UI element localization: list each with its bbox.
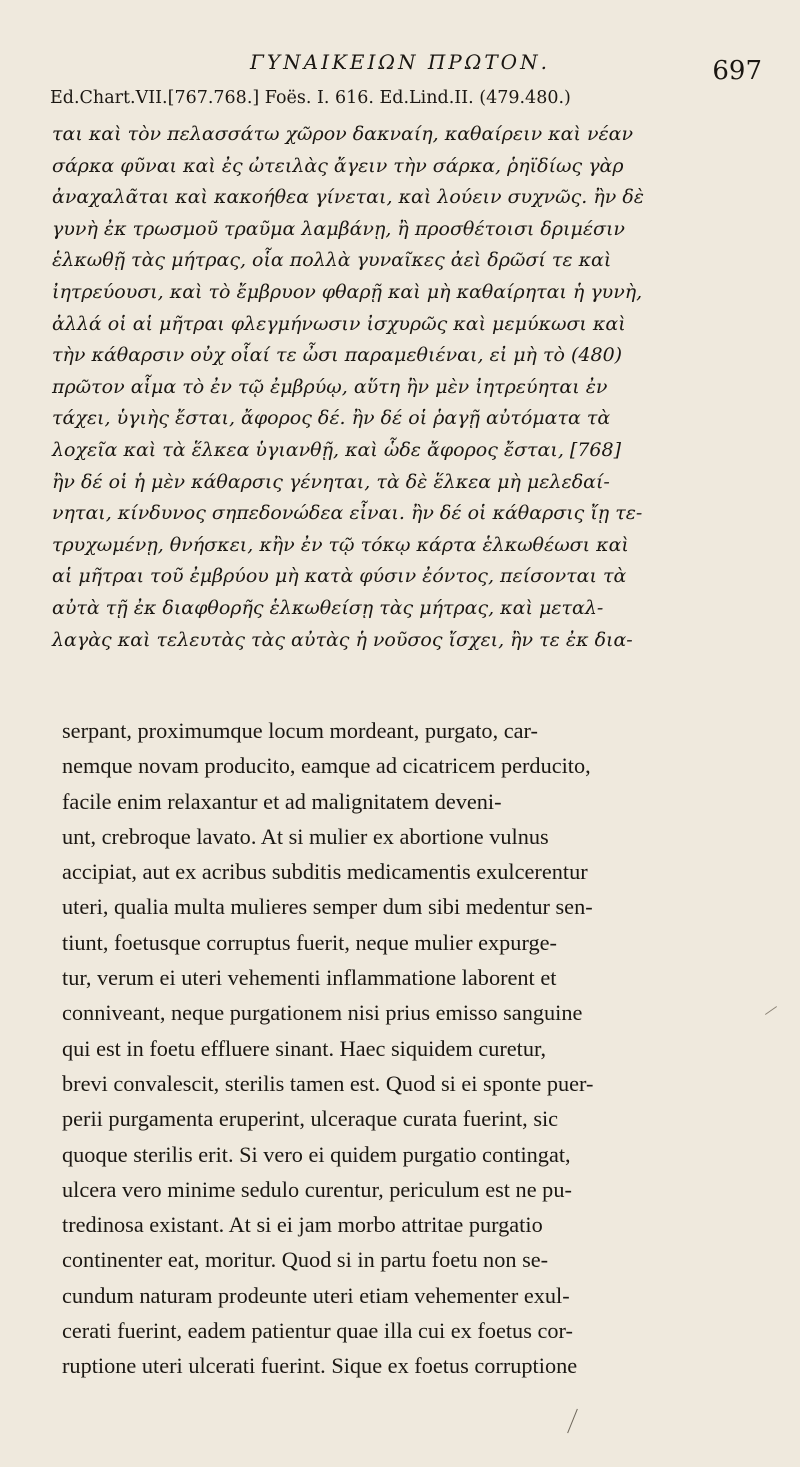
greek-line: τὴν κάθαρσιν οὐχ οἷαί τε ὦσι παραμεθιέναι, εἰ μὴ τὸ (480) (52, 344, 623, 367)
running-title: ΓΥΝΑΙΚΕΙΩΝ ΠΡΩΤΟΝ. (250, 50, 550, 74)
greek-line: ἀλλά οἱ αἱ μῆτραι φλεγμήνωσιν ἰσχυρῶς καὶ μεμύκωσι καὶ (52, 312, 626, 335)
greek-text-block (52, 119, 764, 656)
latin-line: tiunt, foetusque corruptus fuerit, neque mulier expurge- (62, 929, 557, 955)
latin-line: brevi convalescit, sterilis tamen est. Quod si ei sponte puer- (62, 1070, 594, 1096)
edition-reference-line: Ed.Chart.VII.[767.768.] Foës. I. 616. Ed.Lind.II. (479.480.) (50, 88, 571, 108)
greek-line: πρῶτον αἷμα τὸ ἐν τῷ ἐμβρύῳ, αὕτη ἢν μὲν ἰητρεύηται ἐν (52, 375, 608, 398)
latin-line: facile enim relaxantur et ad malignitatem deveni- (62, 788, 502, 814)
latin-line: tredinosa existant. At si ei jam morbo attritae purgatio (62, 1212, 543, 1238)
greek-line: ἀναχαλᾶται καὶ κακοήθεα γίνεται, καὶ λούειν συχνῶς. ἢν δὲ (52, 186, 644, 209)
latin-line: tur, verum ei uteri vehementi inflammatione laborent et (62, 965, 557, 991)
greek-line: λαγὰς καὶ τελευτὰς τὰς αὐτὰς ἡ νοῦσος ἴσχει, ἢν τε ἐκ δια- (52, 628, 633, 651)
greek-line: τρυχωμένῃ, θνήσκει, κἢν ἐν τῷ τόκῳ κάρτα ἑλκωθέωσι καὶ (52, 533, 629, 556)
greek-line: αἱ μῆτραι τοῦ ἐμβρύου μὴ κατὰ φύσιν ἐόντος, πείσονται τὰ (52, 565, 627, 588)
greek-line: ἢν δέ οἱ ἡ μὲν κάθαρσις γένηται, τὰ δὲ ἕλκεα μὴ μελεδαί- (52, 470, 610, 493)
latin-line: perii purgamenta eruperint, ulceraque curata fuerint, sic (62, 1106, 559, 1132)
latin-line: ulcera vero minime sedulo curentur, periculum est ne pu- (62, 1176, 572, 1202)
margin-pencil-mark (765, 1006, 777, 1015)
bottom-pencil-mark (567, 1409, 578, 1433)
greek-line: σάρκα φῦναι καὶ ἐς ὠτειλὰς ἄγειν τὴν σάρκα, ῥηϊδίως γὰρ (52, 154, 624, 177)
latin-line: ruptione uteri ulcerati fuerint. Sique ex foetus corruptione (62, 1353, 578, 1379)
latin-line: cundum naturam prodeunte uteri etiam vehementer exul- (62, 1282, 570, 1308)
greek-line: ται καὶ τὸν πελασσάτω χῶρον δακναίη, καθαίρειν καὶ νέαν (52, 123, 634, 145)
greek-line: αὐτὰ τῇ ἐκ διαφθορῆς ἑλκωθείσῃ τὰς μήτρας, καὶ μεταλ- (52, 596, 604, 619)
latin-line: serpant, proximumque locum mordeant, purgato, car- (62, 718, 538, 743)
latin-line: conniveant, neque purgationem nisi prius emisso sanguine (62, 1000, 583, 1026)
greek-line: τάχει, ὑγιὴς ἔσται, ἄφορος δέ. ἢν δέ οἱ ῥαγῇ αὐτόματα τὰ (52, 407, 611, 430)
greek-line: νηται, κίνδυνος σηπεδονώδεα εἶναι. ἢν δέ οἱ κάθαρσις ἴῃ τε- (52, 502, 643, 525)
greek-line: ἰητρεύουσι, καὶ τὸ ἔμβρυον φθαρῇ καὶ μὴ καθαίρηται ἡ γυνὴ, (52, 280, 643, 303)
latin-line: accipiat, aut ex acribus subditis medicamentis exulcerentur (62, 859, 588, 885)
greek-line: γυνὴ ἐκ τρωσμοῦ τραῦμα λαμβάνῃ, ἢ προσθέτοισι δριμέσιν (52, 217, 625, 240)
latin-line: unt, crebroque lavato. At si mulier ex abortione vulnus (62, 823, 549, 849)
page-number: 697 (712, 56, 762, 86)
latin-line: uteri, qualia multa mulieres semper dum sibi medentur sen- (62, 894, 593, 920)
greek-line: λοχεῖα καὶ τὰ ἕλκεα ὑγιανθῇ, καὶ ὧδε ἄφορος ἔσται, [768] (52, 438, 622, 461)
latin-line: quoque sterilis erit. Si vero ei quidem purgatio contingat, (62, 1141, 571, 1167)
latin-line: cerati fuerint, eadem patientur quae illa cui ex foetus cor- (62, 1318, 573, 1344)
greek-line: ἑλκωθῇ τὰς μήτρας, οἷα πολλὰ γυναῖκες ἀεὶ δρῶσί τε καὶ (52, 249, 612, 272)
latin-line: qui est in foetu effluere sinant. Haec siquidem curetur, (62, 1035, 547, 1061)
latin-line: continenter eat, moritur. Quod si in partu foetu non se- (62, 1247, 549, 1273)
latin-line: nemque novam producito, eamque ad cicatricem perducito, (62, 753, 591, 779)
latin-translation-block (62, 713, 764, 1384)
